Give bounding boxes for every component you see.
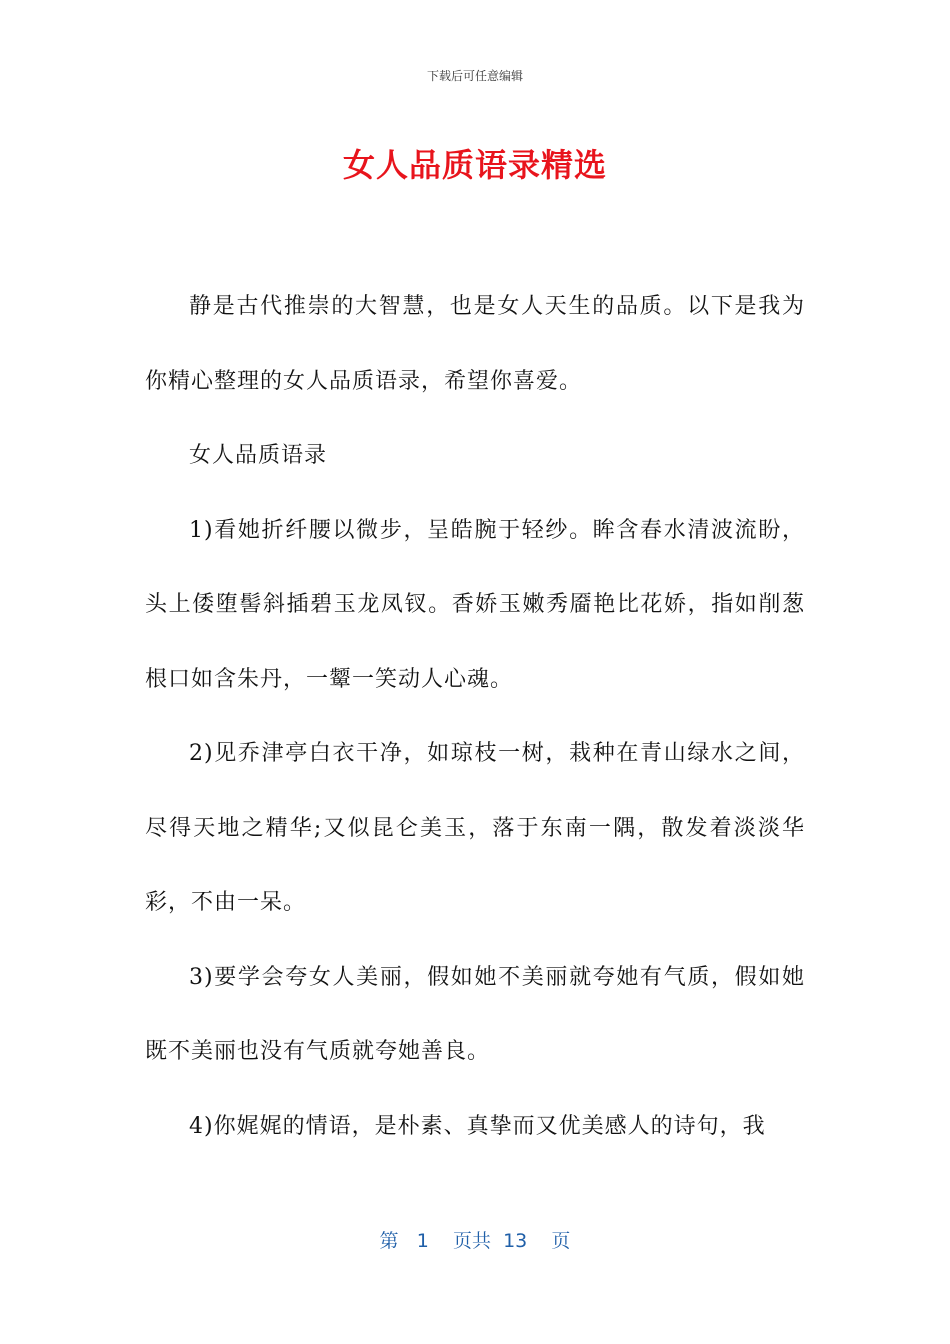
page-current-number: 1 [416, 1230, 429, 1252]
paragraph-quote-4: 4)你娓娓的情语，是朴素、真挚而又优美感人的诗句，我 [189, 1113, 766, 1139]
page-total-number: 13 [503, 1230, 528, 1252]
paragraph-quote-2: 2)见乔津亭白衣干净，如琼枝一树，栽种在青山绿水之间，尽得天地之精华;又似昆仑美玉，落于东南一隅，散发着淡淡华彩，不由一呆。 [145, 741, 805, 915]
paragraph-intro: 静是古代推崇的大智慧，也是女人天生的品质。以下是我为你精心整理的女人品质语录，希望你喜爱。 [145, 294, 805, 394]
page-label-suffix: 页 [551, 1230, 571, 1252]
page-label-prefix: 第 [379, 1230, 399, 1252]
document-body [145, 270, 805, 1164]
page-label-middle: 页共 [452, 1230, 491, 1252]
paragraph-quote-3: 3)要学会夸女人美丽，假如她不美丽就夸她有气质，假如她既不美丽也没有气质就夸她善良。 [145, 964, 805, 1064]
page-footer [0, 1226, 950, 1253]
document-title: 女人品质语录精选 [342, 146, 607, 184]
paragraph-section-heading: 女人品质语录 [189, 443, 328, 468]
paragraph-quote-1: 1)看她折纤腰以微步，呈皓腕于轻纱。眸含春水清波流盼，头上倭堕髻斜插碧玉龙凤钗。香娇玉嫩秀靥艳比花娇，指如削葱根口如含朱丹，一颦一笑动人心魂。 [145, 517, 805, 692]
header-note: 下载后可任意编辑 [426, 69, 523, 83]
